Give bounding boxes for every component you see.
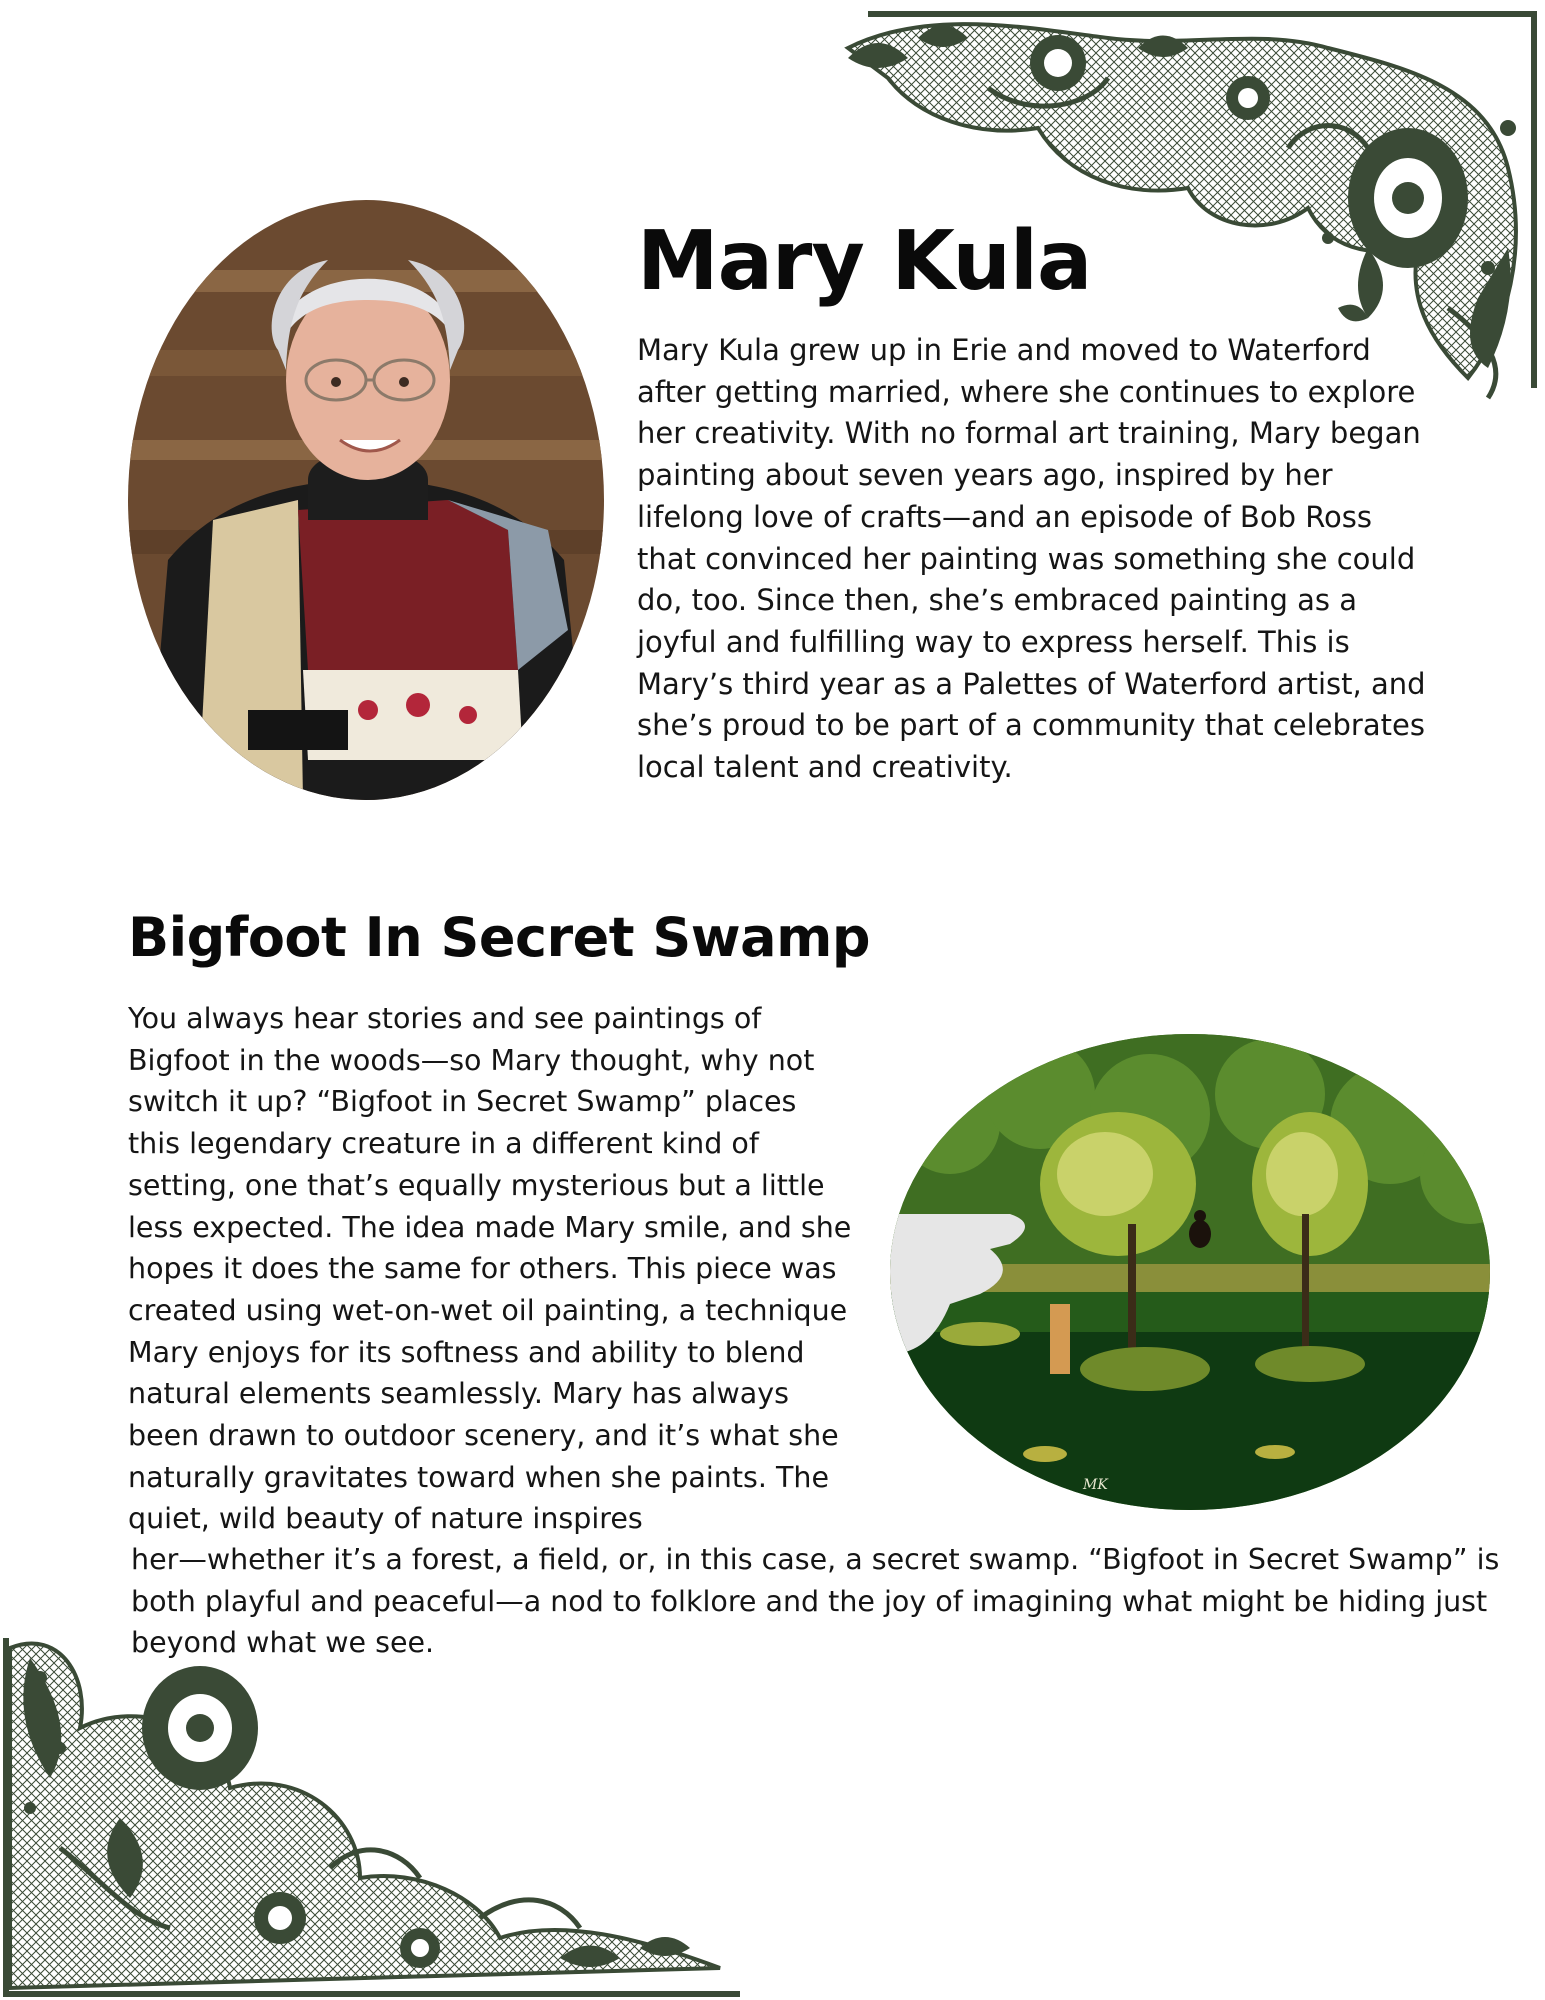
- artwork-painting: [890, 1034, 1490, 1510]
- artist-name: Mary Kula: [637, 214, 1092, 309]
- artwork-description: You always hear stories and see paintings of Bigfoot in the woods—so Mary thought, why not switch it up? “Bigfoot in Secret Swamp” places this legendary creature in a different kind of setting, one that’s equally mysterious but a little less expected. The idea made Mary smile, and she hopes it does the same for others. This piece was created using wet-on-wet oil painting, a technique Mary enjoys for its softness and ability to blend natural elements seamlessly. Mary has always been drawn to outdoor scenery, and it’s what she naturally gravitates toward when she paints. The quiet, wild beauty of nature inspires: [128, 1002, 852, 1536]
- lace-ornament-bottom-left: [0, 1618, 745, 2000]
- artwork-title: Bigfoot In Secret Swamp: [128, 906, 870, 969]
- artwork-description-continued: her—whether it’s a forest, a field, or, in this case, a secret swamp. “Bigfoot in Secret Swamp” is both playful and peaceful—a nod to folklore and the joy of imagining what might be hiding just beyond what we see.: [131, 1543, 1500, 1660]
- artist-bio: Mary Kula grew up in Erie and moved to Waterford after getting married, where she continues to explore her creativity. With no formal art training, Mary began painting about seven years ago, inspired by her lifelong love of crafts—and an episode of Bob Ross that convinced her painting was something she could do, too. Since then, she’s embraced painting as a joyful and fulfilling way to express herself. This is Mary’s third year as a Palettes of Waterford artist, and she’s proud to be part of a community that celebrates local talent and creativity.: [637, 333, 1426, 785]
- artist-portrait: [128, 200, 604, 800]
- painting-signature: MK: [1083, 1477, 1108, 1493]
